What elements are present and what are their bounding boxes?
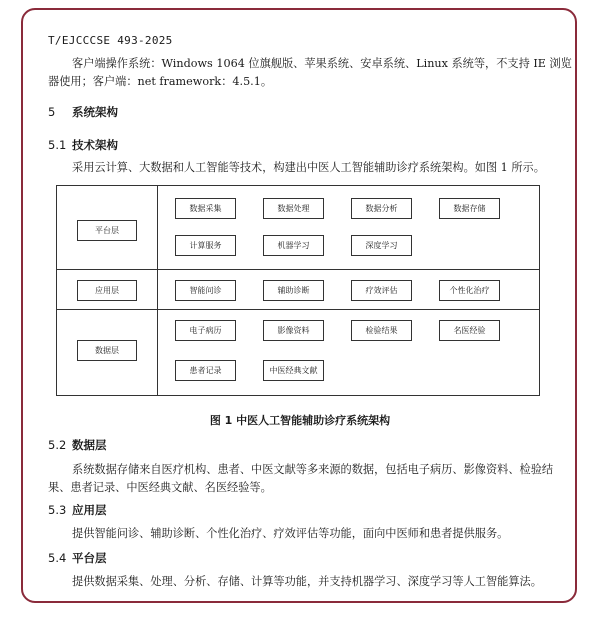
diagram-box: 智能问诊 <box>175 280 236 301</box>
section-5-3-text: 提供智能问诊、辅助诊断、个性化治疗、疗效评估等功能，面向中医师和患者提供服务。 <box>72 527 509 540</box>
section-5-1-text: 采用云计算、大数据和人工智能等技术，构建出中医人工智能辅助诊疗系统架构。如图 1 所示。 <box>72 161 545 174</box>
intro-line-2: 器使用；客户端：net framework：4.5.1。 <box>48 75 273 88</box>
layer-label: 应用层 <box>77 280 137 301</box>
intro-line-1: 客户端操作系统：Windows 1064 位旗舰版、苹果系统、安卓系统、Linux 系统等，不支持 IE 浏览 <box>72 57 572 70</box>
section-5-4-heading <box>48 550 107 566</box>
diagram-box: 影像资料 <box>263 320 324 341</box>
diagram-box: 检验结果 <box>351 320 412 341</box>
section-title: 应用层 <box>72 503 107 517</box>
section-5-1-heading <box>48 137 118 153</box>
layer-row-platform <box>57 186 539 270</box>
diagram-box: 患者记录 <box>175 360 236 381</box>
diagram-box: 计算服务 <box>175 235 236 256</box>
diagram-box: 数据采集 <box>175 198 236 219</box>
section-5-2-heading <box>48 437 107 453</box>
diagram-box: 数据处理 <box>263 198 324 219</box>
diagram-box: 辅助诊断 <box>263 280 324 301</box>
figure-caption: 图 1 中医人工智能辅助诊疗系统架构 <box>209 414 391 427</box>
section-number: 5.2 <box>48 438 67 452</box>
layer-label: 平台层 <box>77 220 137 241</box>
diagram-box: 疗效评估 <box>351 280 412 301</box>
section-title: 系统架构 <box>72 105 118 119</box>
section-title: 平台层 <box>72 551 107 565</box>
diagram-box: 数据存储 <box>439 198 500 219</box>
layer-row-application <box>57 270 539 310</box>
diagram-box: 中医经典文献 <box>263 360 324 381</box>
diagram-box: 机器学习 <box>263 235 324 256</box>
section-number: 5 <box>48 105 56 119</box>
section-number: 5.4 <box>48 551 67 565</box>
diagram-box: 数据分析 <box>351 198 412 219</box>
section-5-heading <box>48 104 118 120</box>
section-5-4-text: 提供数据采集、处理、分析、存储、计算等功能，并支持机器学习、深度学习等人工智能算法。 <box>72 575 542 588</box>
architecture-diagram <box>56 185 540 396</box>
standard-code: T/EJCCCSE 493-2025 <box>48 34 173 47</box>
section-title: 技术架构 <box>72 138 118 152</box>
diagram-box: 名医经验 <box>439 320 500 341</box>
layer-label: 数据层 <box>77 340 137 361</box>
layer-row-data <box>57 310 539 395</box>
diagram-box: 电子病历 <box>175 320 236 341</box>
section-title: 数据层 <box>72 438 107 452</box>
diagram-box: 个性化治疗 <box>439 280 500 301</box>
diagram-box: 深度学习 <box>351 235 412 256</box>
section-5-3-heading <box>48 502 107 518</box>
section-5-2-line-1: 系统数据存储来自医疗机构、患者、中医文献等多来源的数据，包括电子病历、影像资料、检验结 <box>72 463 554 476</box>
section-5-2-line-2: 果、患者记录、中医经典文献、名医经验等。 <box>48 481 272 494</box>
section-number: 5.3 <box>48 503 67 517</box>
section-number: 5.1 <box>48 138 67 152</box>
